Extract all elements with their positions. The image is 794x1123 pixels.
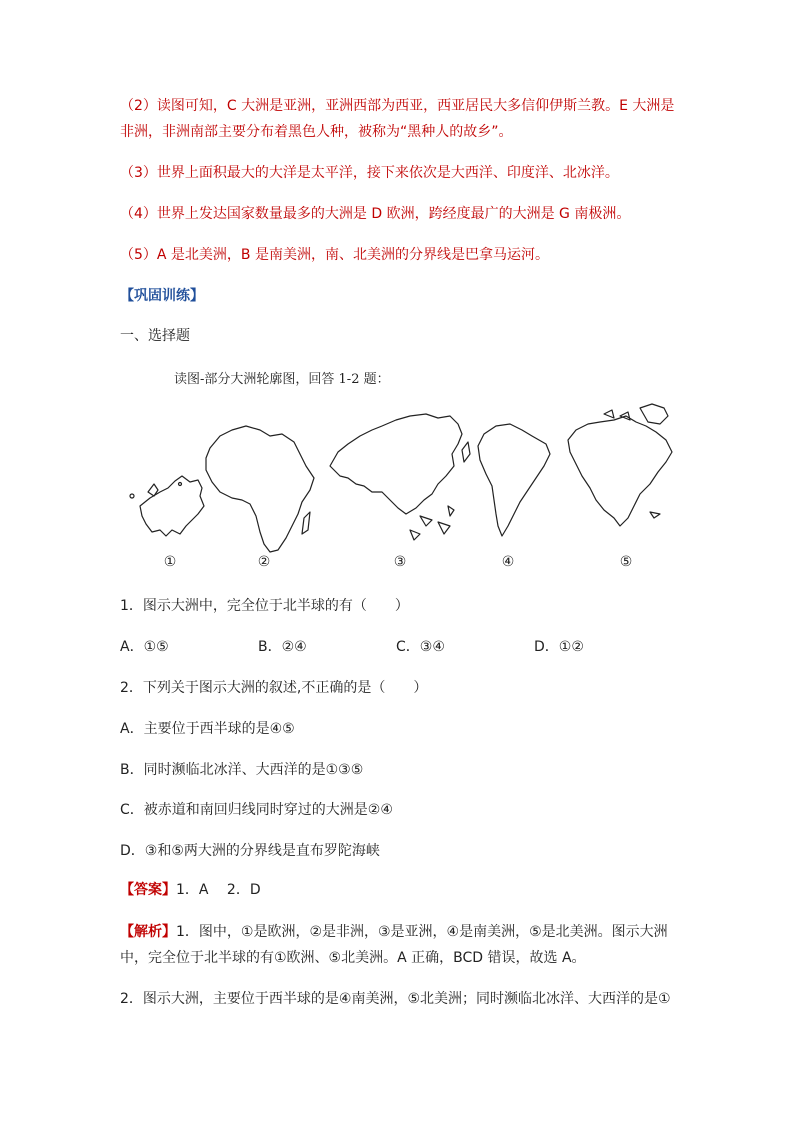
- analysis-tag: 【解析】: [120, 924, 176, 940]
- explanation-line-3: （3）世界上面积最大的大洋是太平洋，接下来依次是大西洋、印度洋、北冰洋。: [120, 165, 619, 181]
- figure-label-2: ②: [257, 554, 271, 570]
- analysis-line-2: 中，完全位于北半球的有①欧洲、⑤北美洲。A 正确，BCD 错误，故选 A。: [120, 950, 586, 966]
- question-2-stem: 2．下列关于图示大洲的叙述,不正确的是（ ）: [120, 680, 428, 696]
- figure-label-1: ①: [163, 554, 177, 570]
- madagascar-outline: [302, 512, 310, 534]
- explanation-line-1: （2）读图可知，C 大洲是亚洲，亚洲西部为西亚，西亚居民大多信仰伊斯兰教。E 大洲是: [120, 98, 675, 114]
- question-1-option-a: A．①⑤: [120, 639, 169, 655]
- question-1-stem: 1．图示大洲中，完全位于北半球的有（ ）: [120, 598, 409, 614]
- section-heading: 【巩固训练】: [120, 288, 204, 304]
- asia-outline: [330, 414, 462, 514]
- answer-text: 1．A 2．D: [176, 882, 261, 898]
- north-america-outline: [568, 416, 672, 526]
- japan-outline: [462, 442, 470, 462]
- question-2-option-c: C．被赤道和南回归线同时穿过的大洲是②④: [120, 802, 393, 818]
- question-1-option-c: C．③④: [396, 639, 445, 655]
- figure-label-3: ③: [393, 554, 407, 570]
- figure-label-5: ⑤: [619, 554, 633, 570]
- continent-outline-figure: [120, 396, 680, 576]
- explanation-line-2: 非洲，非洲南部主要分布着黑色人种，被称为“黑种人的故乡”。: [120, 124, 513, 140]
- analysis-line-3: 2．图示大洲，主要位于西半球的是④南美洲，⑤北美洲；同时濒临北冰洋、大西洋的是①: [120, 991, 671, 1007]
- question-1-option-b: B．②④: [258, 639, 307, 655]
- question-2-option-a: A．主要位于西半球的是④⑤: [120, 721, 295, 737]
- africa-outline: [206, 426, 314, 552]
- question-1-option-d: D．①②: [534, 639, 584, 655]
- subsection-heading: 一、选择题: [120, 328, 190, 344]
- south-america-outline: [478, 424, 550, 536]
- europe-outline: [140, 476, 204, 536]
- question-2-option-b: B．同时濒临北冰洋、大西洋的是①③⑤: [120, 762, 364, 778]
- figure-caption: 读图-部分大洲轮廓图，回答 1-2 题：: [174, 372, 390, 387]
- answer-tag: 【答案】: [120, 882, 176, 898]
- figure-label-4: ④: [501, 554, 515, 570]
- analysis-text-1: 1．图中，①是欧洲，②是非洲，③是亚洲，④是南美洲，⑤是北美洲。图示大洲: [176, 924, 668, 940]
- explanation-line-4: （4）世界上发达国家数量最多的大洲是 D 欧洲，跨经度最广的大洲是 G 南极洲。: [120, 206, 631, 222]
- analysis-line-1: [120, 922, 668, 942]
- greenland-outline: [640, 404, 668, 424]
- explanation-line-5: （5）A 是北美洲，B 是南美洲，南、北美洲的分界线是巴拿马运河。: [120, 247, 549, 263]
- answer-line: [120, 880, 261, 900]
- question-2-option-d: D．③和⑤两大洲的分界线是直布罗陀海峡: [120, 843, 380, 859]
